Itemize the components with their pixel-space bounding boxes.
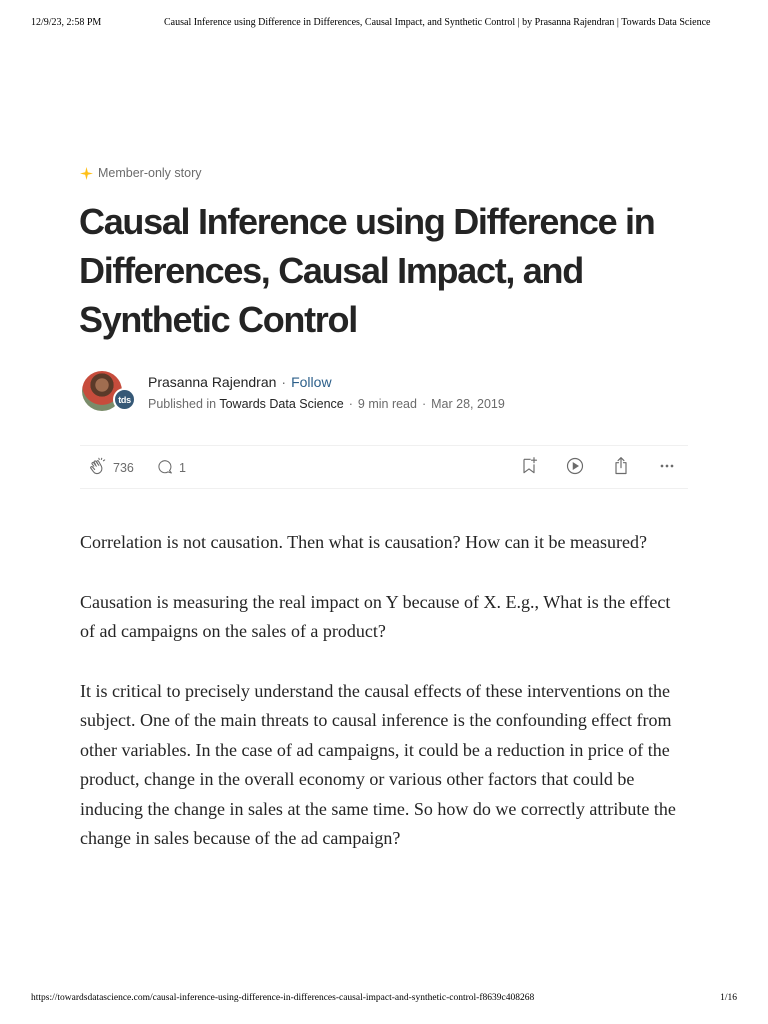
paragraph: It is critical to precisely understand the causal effects of these interventions on the subject. One of the main threats to causal inference is the confounding effect from other variables. In the case of ad campaigns, it could be a reduction in price of the product, change in the overall economy or various other factors that could be inducing the change in sales at the same time. So how do we correctly attribute the change in sales because of the ad campaign? [80, 680, 676, 848]
print-header [0, 17, 768, 31]
byline-meta-row [148, 397, 505, 411]
bookmark-icon [519, 456, 539, 481]
published-in-label: Published in [148, 397, 217, 411]
article-title: Causal Inference using Difference in Differences, Causal Impact, and Synthetic Control [79, 201, 655, 340]
follow-button[interactable]: Follow [291, 374, 332, 390]
more-icon [657, 456, 677, 481]
print-doc-title: Causal Inference using Difference in Differences, Causal Impact, and Synthetic Control | by Prasanna Rajendran | Towards Data Science [164, 17, 711, 28]
separator: · [421, 397, 427, 411]
paragraph: Correlation is not causation. Then what is causation? How can it be measured? [80, 532, 647, 552]
byline [80, 369, 688, 415]
separator: · [281, 374, 287, 390]
print-url: https://towardsdatascience.com/causal-inference-using-difference-in-differences-causal-impact-and-synthetic-control-f8639c408268 [31, 993, 535, 1003]
publish-date: Mar 28, 2019 [431, 397, 505, 411]
clap-icon [88, 457, 108, 480]
star-icon [80, 167, 93, 180]
share-icon [611, 456, 631, 481]
member-only-label: Member-only story [98, 166, 202, 180]
response-icon [156, 458, 174, 479]
share-button[interactable] [610, 457, 632, 479]
member-only-badge [80, 164, 202, 182]
article-body [80, 528, 688, 884]
author-name[interactable]: Prasanna Rajendran [148, 374, 277, 390]
action-bar [80, 445, 688, 489]
publication-name[interactable]: Towards Data Science [219, 397, 344, 411]
separator: · [348, 397, 353, 411]
read-time: 9 min read [357, 397, 417, 411]
clap-button[interactable] [88, 458, 134, 478]
print-page-number: 1/16 [720, 993, 737, 1003]
play-icon [565, 456, 585, 481]
response-count: 1 [179, 461, 186, 475]
print-footer [0, 993, 768, 1007]
save-button[interactable] [518, 457, 540, 479]
more-button[interactable] [656, 457, 678, 479]
byline-author-row [148, 374, 332, 390]
clap-count: 736 [113, 461, 134, 475]
responses-button[interactable] [156, 458, 186, 478]
listen-button[interactable] [564, 457, 586, 479]
publication-badge[interactable]: tds [113, 388, 136, 411]
paragraph: Causation is measuring the real impact on Y because of X. E.g., What is the effect of ad campaigns on the sales of a product? [80, 591, 671, 641]
print-datetime: 12/9/23, 2:58 PM [31, 17, 102, 28]
